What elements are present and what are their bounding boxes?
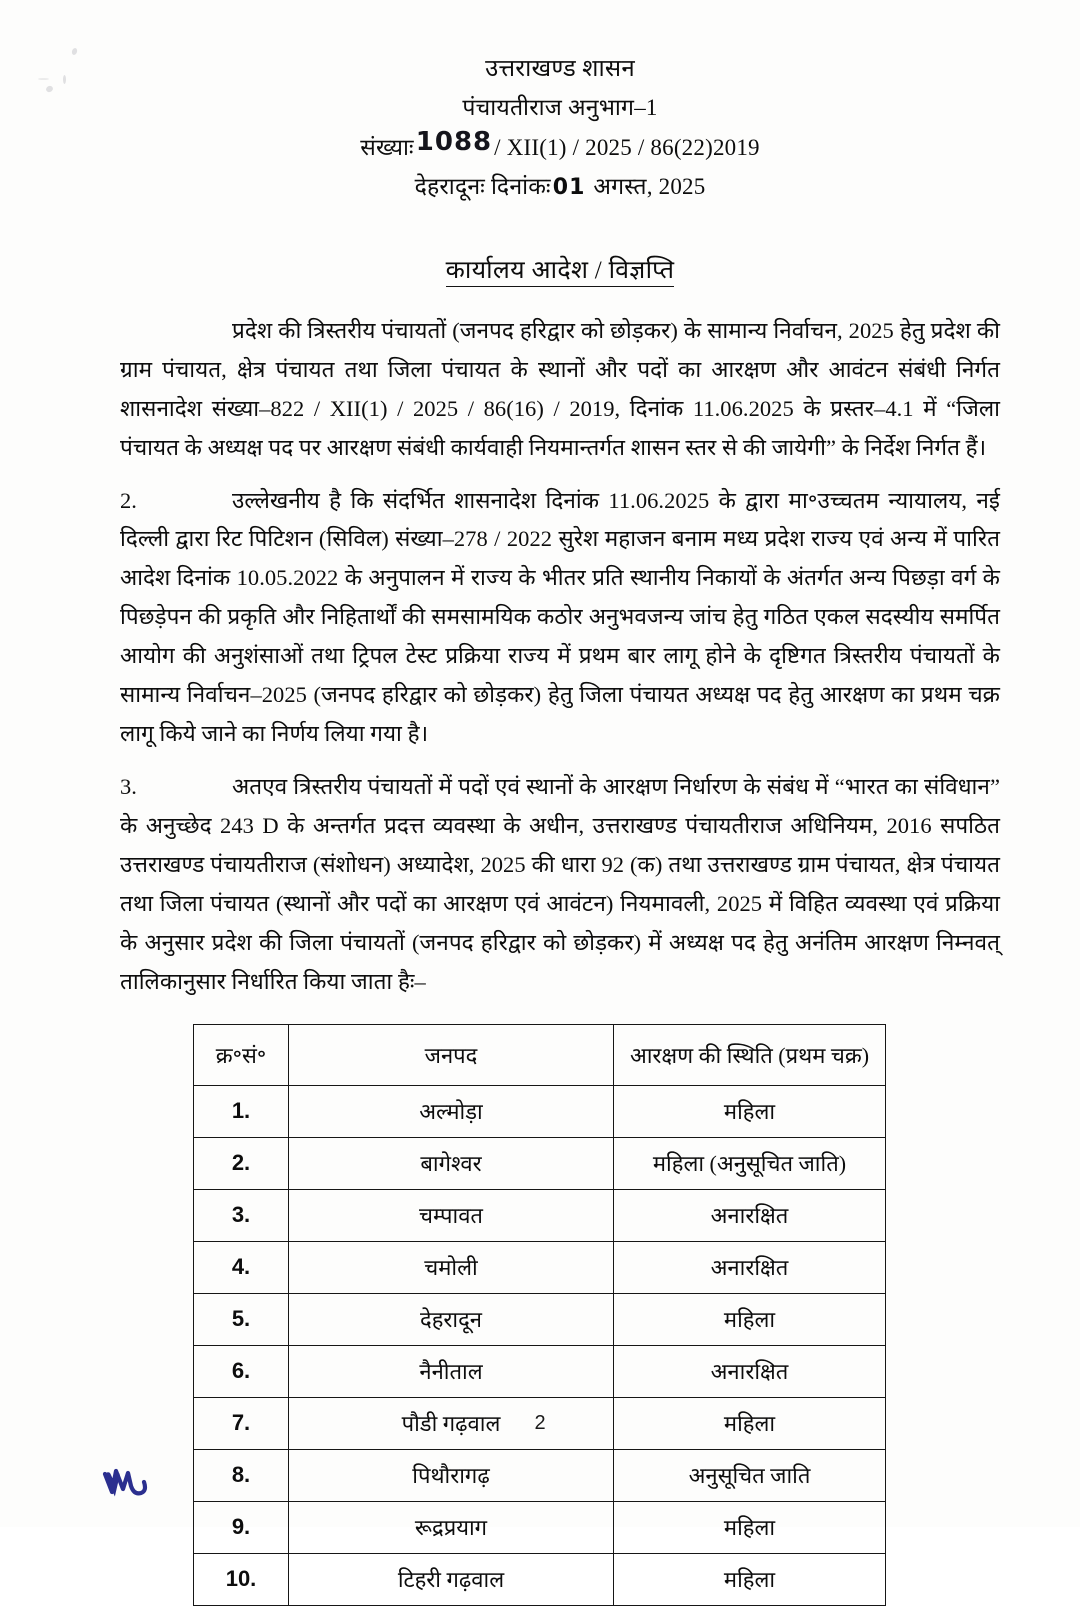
cell-status: महिला [614,1085,886,1137]
cell-serial: 3. [194,1189,289,1241]
signature-glyph [100,1462,180,1508]
cell-district: चम्पावत [289,1189,614,1241]
table-row [194,1553,886,1605]
table-row [194,1345,886,1397]
paragraph-3-text: अतएव त्रिस्तरीय पंचायतों में पदों एवं स्थानों के आरक्षण निर्धारण के संबंध में “भारत का संविधान” के अनुच्छेद 243 D के अन्तर्गत प्रदत्त व्यवस्था के अधीन, उत्तराखण्ड पंचायतीराज अधिनियम, 2016 सपठित उत्तराखण्ड पंचायतीराज (संशोधन) अध्यादेश, 2025 की धारा 92 (क) तथा उत्तराखण्ड ग्राम पंचायत, क्षेत्र पंचायत तथा जिला पंचायत (स्थानों और पदों का आरक्षण एवं आवंटन) नियमावली, 2025 में विहित व्यवस्था एवं प्रक्रिया के अनुसार प्रदेश की जिला पंचायतों (जनपद हरिद्वार को छोड़कर) में अध्यक्ष पद हेतु अनंतिम आरक्षण निम्नवत् तालिकानुसार निर्धारित किया जाता हैः– [120,774,1000,994]
table-row [194,1449,886,1501]
cell-serial: 1. [194,1085,289,1137]
date-handwritten: 01 [552,175,586,201]
reference-number-rest: / XII(1) / 2025 / 86(22)2019 [494,135,760,161]
cell-status: महिला (अनुसूचित जाति) [614,1137,886,1189]
paragraph-2-number: 2. [120,487,137,513]
cell-serial: 4. [194,1241,289,1293]
cell-district: नैनीताल [289,1345,614,1397]
column-header-status: आरक्षण की स्थिति (प्रथम चक्र) [614,1024,886,1085]
table-body [194,1085,886,1605]
cell-status: अनुसूचित जाति [614,1449,886,1501]
cell-district: बागेश्वर [289,1137,614,1189]
cell-serial: 8. [194,1449,289,1501]
cell-status: अनारक्षित [614,1241,886,1293]
reference-number-label: संख्याः [360,135,414,161]
cell-district: चमोली [289,1241,614,1293]
issuing-organization: उत्तराखण्ड शासन [485,56,635,82]
paragraph-3 [120,768,1000,1002]
page-title-text: कार्यालय आदेश / विज्ञप्ति [446,257,675,287]
cell-status: महिला [614,1501,886,1553]
document-body [120,0,1000,1606]
reservation-table-container [193,1024,885,1606]
cell-serial: 10. [194,1553,289,1605]
cell-status: अनारक्षित [614,1345,886,1397]
page-title [120,252,1000,286]
table-row [194,1501,886,1553]
scan-artifact [38,78,49,80]
scan-artifact [71,47,78,55]
cell-status: महिला [614,1293,886,1345]
reference-number-handwritten: 1088 [415,127,493,158]
reservation-table [193,1024,886,1606]
cell-district: देहरादून [289,1293,614,1345]
place-label: देहरादूनः [414,174,485,200]
table-row [194,1189,886,1241]
paragraph-3-number: 3. [120,774,137,799]
paragraph-1: प्रदेश की त्रिस्तरीय पंचायतों (जनपद हरिद्वार को छोड़कर) के सामान्य निर्वाचन, 2025 हेतु प्रदेश की ग्राम पंचायत, क्षेत्र पंचायत तथा जिला पंचायत के स्थानों और पदों का आरक्षण और आवंटन संबंधी निर्गत शासनादेश संख्या–822 / XII(1) / 2025 / 86(16) / 2019, दिनांक 11.06.2025 के प्रस्तर–4.1 में “जिला पंचायत के अध्यक्ष पद पर आरक्षण संबंधी कार्यवाही नियमान्तर्गत शासन स्तर से की जायेगी” के निर्देश निर्गत हैं। [120,317,1000,460]
document-header [120,0,1000,206]
cell-status: महिला [614,1553,886,1605]
place-date-line [120,168,1000,206]
table-header-row [194,1024,886,1085]
cell-district: टिहरी गढ़वाल [289,1553,614,1605]
table-row [194,1137,886,1189]
cell-serial: 2. [194,1137,289,1189]
cell-serial: 6. [194,1345,289,1397]
cell-serial: 5. [194,1293,289,1345]
column-header-serial: क्र॰सं॰ [194,1024,289,1085]
cell-district: रूद्रप्रयाग [289,1501,614,1553]
cell-district: पिथौरागढ़ [289,1449,614,1501]
reference-number-line [120,126,1000,168]
cell-status: अनारक्षित [614,1189,886,1241]
date-label: दिनांकः [490,174,551,200]
issuing-department: पंचायतीराज अनुभाग–1 [462,94,658,120]
column-header-district: जनपद [289,1024,614,1085]
cell-district: पौडी गढ़वाल [289,1397,614,1449]
cell-district: अल्मोड़ा [289,1085,614,1137]
paragraph-2 [120,482,1000,754]
scan-artifact [45,85,54,93]
scan-artifact [63,75,66,84]
table-header [194,1024,886,1085]
date-rest: अगस्त, 2025 [593,174,706,200]
cell-serial: 7. [194,1397,289,1449]
signature-ink-mark [100,1462,180,1508]
page-number: 2 [534,1412,546,1434]
cell-status: महिला [614,1397,886,1449]
paragraph-2-text: उल्लेखनीय है कि संदर्भित शासनादेश दिनांक 11.06.2025 के द्वारा मा॰उच्चतम न्यायालय, नई दिल्ली द्वारा रिट पिटिशन (सिविल) संख्या–278 / 2022 सुरेश महाजन बनाम मध्य प्रदेश राज्य एवं अन्य में पारित आदेश दिनांक 10.05.2022 के अनुपालन में राज्य के भीतर प्रति स्थानीय निकायों के अंतर्गत अन्य पिछड़ा वर्ग के पिछड़ेपन की प्रकृति और निहितार्थों की समसामयिक कठोर अनुभवजन्य जांच हेतु गठित एकल सदस्यीय समर्पित आयोग की अनुशंसाओं तथा ट्रिपल टेस्ट प्रक्रिया राज्य में प्रथम बार लागू होने के दृष्टिगत त्रिस्तरीय पंचायतों के सामान्य निर्वाचन–2025 (जनपद हरिद्वार को छोड़कर) हेतु जिला पंचायत अध्यक्ष पद हेतु आरक्षण का प्रथम चक्र लागू किये जाने का निर्णय लिया गया है। [120,487,1000,747]
table-row [194,1241,886,1293]
cell-serial: 9. [194,1501,289,1553]
table-row [194,1085,886,1137]
table-row [194,1293,886,1345]
